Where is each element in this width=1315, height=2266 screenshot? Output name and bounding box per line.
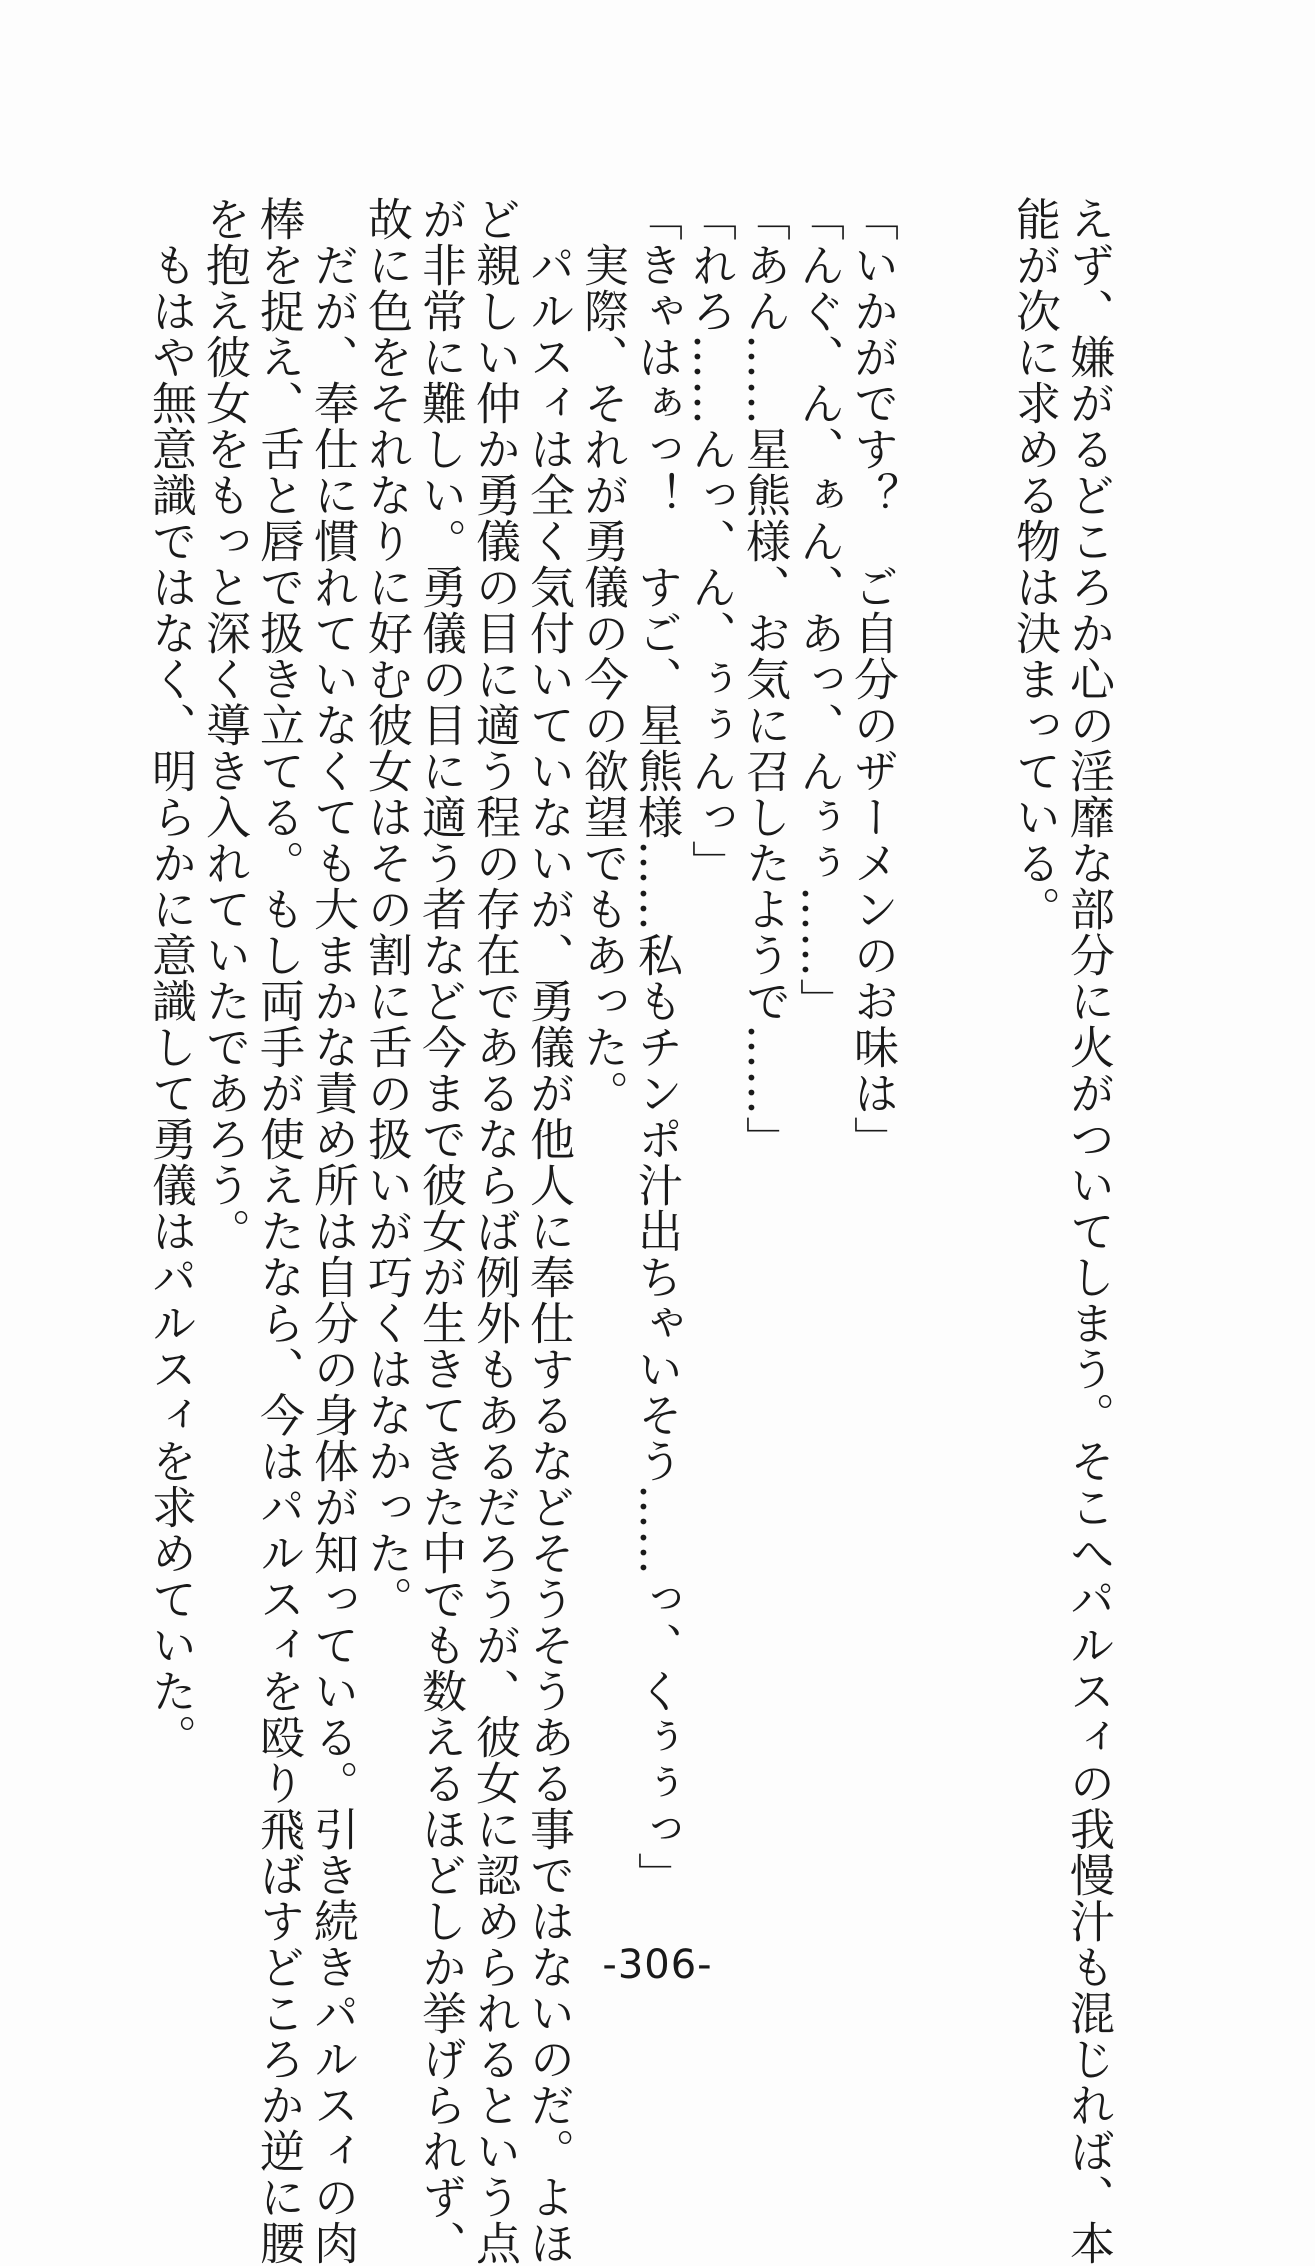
text-line: 「きゃはぁっ！ すご、星熊様……私もチンポ汁出ちゃいそう……っ、くぅぅっ」 [630,196,683,1898]
text-line: が非常に難しい。勇儀の目に適う者など今まで彼女が生きてきた中でも数えるほどしか挙げられず、 [414,196,467,2266]
text-line: を抱え彼女をもっと深く導き入れていたであろう。 [198,196,251,1254]
blank-line [953,196,1007,1816]
text-line: 実際、それが勇儀の今の欲望でもあった。 [576,196,629,1116]
text-line: 「いかがです？ ご自分のザーメンのお味は」 [846,196,899,1162]
text-line: 「れろ……んっ、ん、ぅぅんっ」 [684,196,737,886]
text-line: 「あん……星熊様、お気に召したようで……」 [738,196,791,1162]
text-line: 棒を捉え、舌と唇で扱き立てる。もし両手が使えたなら、今はパルスィを殴り飛ばすどころか逆に腰 [252,196,305,2266]
text-line: もはや無意識ではなく、明らかに意識して勇儀はパルスィを求めていた。 [144,196,197,1760]
blank-line [899,196,953,1816]
text-line: パルスィは全く気付いていないが、勇儀が他人に奉仕するなどそうそうある事ではないのだ。よほ [522,196,575,2266]
text-line: えず、嫌がるどころか心の淫靡な部分に火がついてしまう。そこへパルスィの我慢汁も混じれば、本 [1062,196,1115,2266]
text-line: 故に色をそれなりに好む彼女はその割に舌の扱いが巧くはなかった。 [360,196,413,1622]
text-line: ど親しい仲か勇儀の目に適う程の存在であるならば例外もあるだろうが、彼女に認められるという点 [468,196,521,2266]
text-line: 「んぐ、ん、ぁん、あっ、んぅぅ……」 [792,196,845,1024]
text-line: だが、奉仕に慣れていなくても大まかな責め所は自分の身体が知っている。引き続きパルスィの肉 [306,196,359,2266]
page-number: -306- [602,1942,713,1988]
text-line: 能が次に求める物は決まっている。 [1008,196,1061,932]
